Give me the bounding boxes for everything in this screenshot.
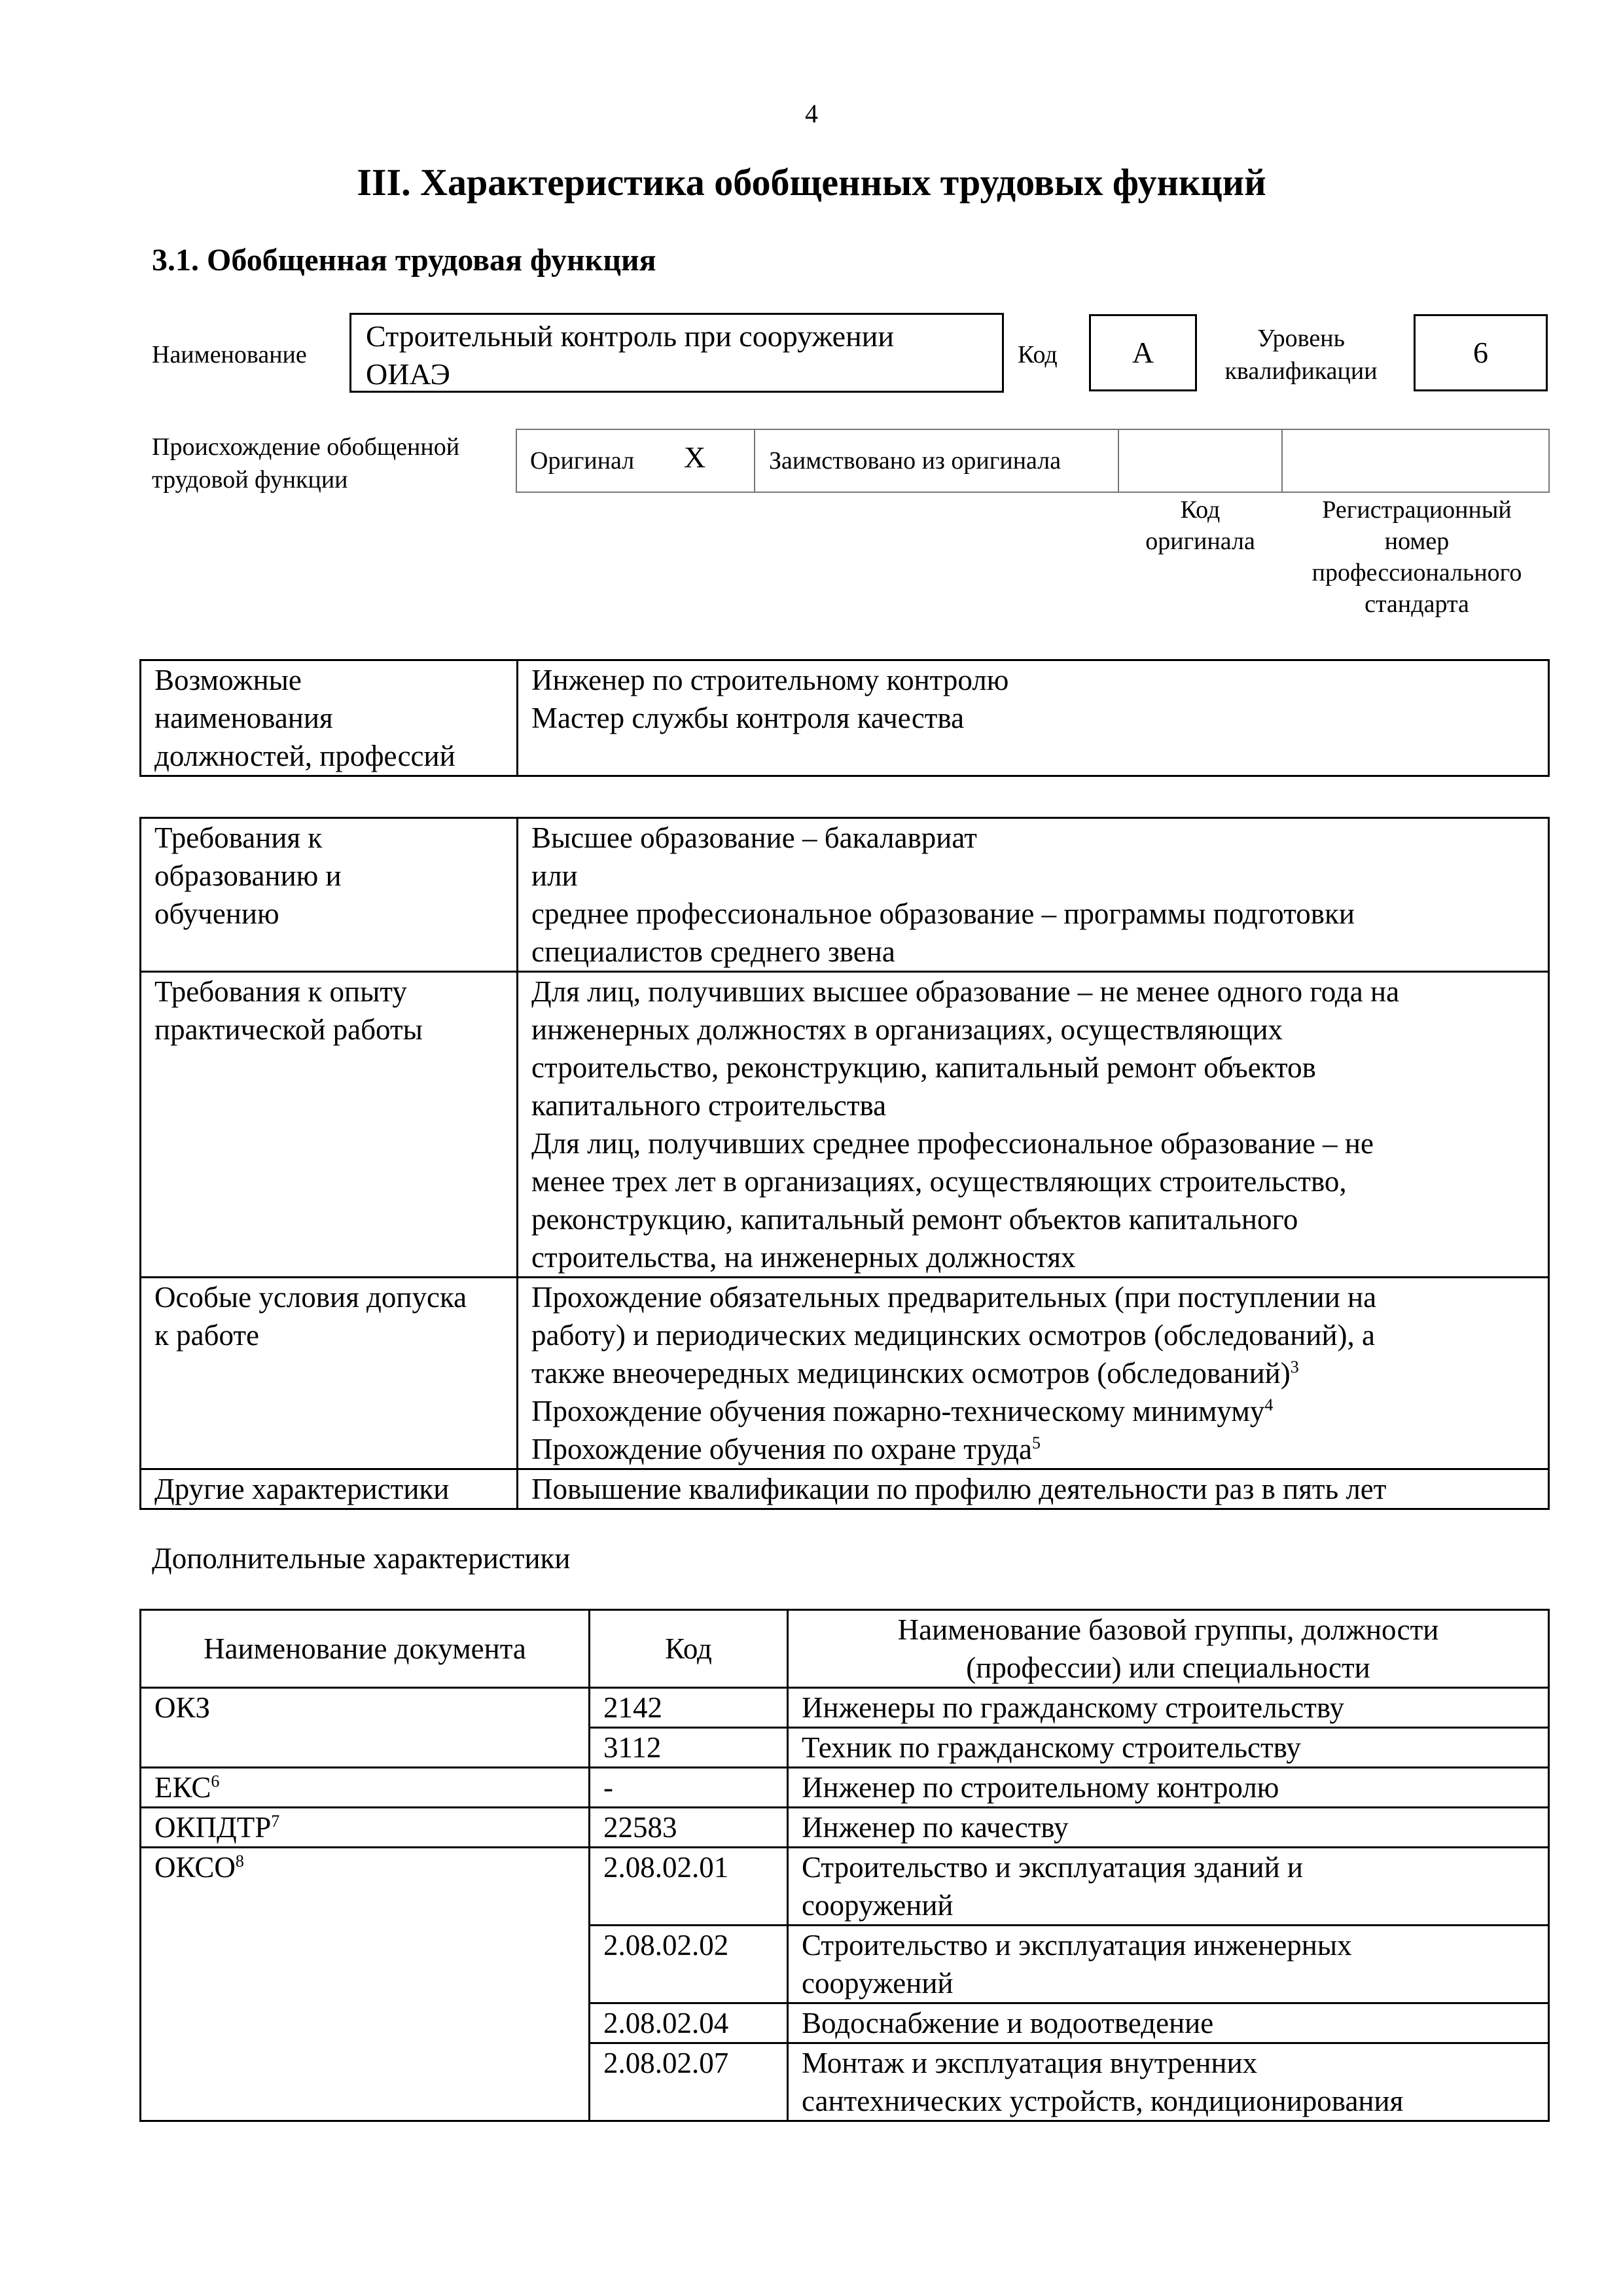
name-line: Монтаж и эксплуатация внутренних bbox=[802, 2047, 1258, 2079]
footnote-ref: 6 bbox=[211, 1772, 220, 1791]
requirement-value-cell bbox=[518, 972, 1549, 1278]
positions-table bbox=[139, 659, 1550, 777]
table-row bbox=[141, 1278, 1549, 1469]
page-title: III. Характеристика обобщенных трудовых функций bbox=[357, 161, 1266, 204]
footnote-ref: 8 bbox=[235, 1852, 244, 1871]
table-header-row bbox=[141, 1610, 1549, 1688]
value-line: Высшее образование – бакалавриат bbox=[531, 821, 977, 854]
value-text: Прохождение обучения пожарно-техническому минимуму bbox=[531, 1395, 1265, 1427]
label-line: Требования к bbox=[154, 821, 323, 854]
value-line: среднее профессиональное образование – программы подготовки bbox=[531, 897, 1355, 930]
label-line: обучению bbox=[154, 897, 279, 930]
label-line: образованию и bbox=[154, 859, 342, 892]
origin-label-line: Происхождение обобщенной bbox=[152, 433, 460, 461]
value-line: капитального строительства bbox=[531, 1089, 887, 1122]
origin-divider bbox=[1118, 429, 1119, 493]
value-text: также внеочередных медицинских осмотров (обследований) bbox=[531, 1357, 1291, 1390]
caption-line: Код bbox=[1180, 496, 1221, 524]
name-line: Строительство и эксплуатация зданий и bbox=[802, 1851, 1303, 1884]
level-label bbox=[1209, 322, 1393, 387]
table-row bbox=[141, 1688, 1549, 1728]
table-row bbox=[141, 660, 1549, 776]
doc-text: ЕКС bbox=[154, 1771, 211, 1804]
value-line: реконструкцию, капитальный ремонт объектов капитального bbox=[531, 1203, 1298, 1236]
requirement-label-cell bbox=[141, 972, 518, 1278]
caption-line: номер bbox=[1384, 528, 1450, 555]
name-cell bbox=[788, 1926, 1549, 2003]
code-cell: 2.08.02.01 bbox=[590, 1848, 788, 1926]
requirement-label-cell bbox=[141, 818, 518, 972]
additional-title: Дополнительные характеристики bbox=[152, 1542, 571, 1575]
caption-line: стандарта bbox=[1364, 590, 1469, 618]
table-row bbox=[141, 1469, 1549, 1509]
requirement-value-cell bbox=[518, 818, 1549, 972]
position-title: Инженер по строительному контролю bbox=[531, 664, 1009, 696]
caption-line: оригинала bbox=[1145, 528, 1255, 555]
value-line: или bbox=[531, 859, 578, 892]
value-line bbox=[531, 1392, 1535, 1430]
value-line bbox=[531, 1354, 1535, 1392]
column-header-code: Код bbox=[590, 1610, 788, 1688]
code-cell: 2.08.02.02 bbox=[590, 1926, 788, 2003]
footnote-ref: 5 bbox=[1031, 1433, 1041, 1452]
name-line: сооружений bbox=[802, 1889, 954, 1922]
doc-text: ОКСО bbox=[154, 1851, 236, 1884]
code-cell: 2.08.02.04 bbox=[590, 2003, 788, 2043]
doc-cell bbox=[141, 1768, 590, 1808]
doc-cell bbox=[141, 1808, 590, 1848]
positions-label-cell bbox=[141, 660, 518, 776]
doc-text: ОКПДТР bbox=[154, 1811, 272, 1844]
code-original-caption bbox=[1119, 494, 1281, 557]
code-cell: 2142 bbox=[590, 1688, 788, 1728]
code-cell: - bbox=[590, 1768, 788, 1808]
level-label-line: квалификации bbox=[1224, 357, 1378, 385]
code-value: А bbox=[1132, 336, 1154, 370]
page-number: 4 bbox=[805, 99, 818, 128]
origin-divider bbox=[1281, 429, 1283, 493]
doc-cell bbox=[141, 1848, 590, 2121]
value-line: Прохождение обязательных предварительных (при поступлении на bbox=[531, 1281, 1377, 1314]
requirement-label-cell bbox=[141, 1469, 518, 1509]
value-line: менее трех лет в организациях, осуществляющих строительство, bbox=[531, 1165, 1347, 1198]
name-line: Строительство и эксплуатация инженерных bbox=[802, 1929, 1352, 1962]
level-value: 6 bbox=[1473, 336, 1488, 370]
table-row bbox=[141, 1848, 1549, 1926]
level-value-box bbox=[1414, 314, 1548, 391]
function-name-line: Строительный контроль при сооружении bbox=[366, 319, 894, 353]
value-line: строительство, реконструкцию, капитальный ремонт объектов bbox=[531, 1051, 1316, 1084]
doc-cell: ОКЗ bbox=[141, 1688, 590, 1768]
code-cell: 22583 bbox=[590, 1808, 788, 1848]
label-line: к работе bbox=[154, 1319, 260, 1352]
name-cell bbox=[788, 1848, 1549, 1926]
function-name-line: ОИАЭ bbox=[366, 357, 450, 391]
name-cell: Инженер по качеству bbox=[788, 1808, 1549, 1848]
value-line: работу) и периодических медицинских осмотров (обследований), а bbox=[531, 1319, 1375, 1352]
additional-table bbox=[139, 1609, 1550, 2122]
column-header-name bbox=[788, 1610, 1549, 1688]
name-cell bbox=[788, 2043, 1549, 2121]
name-cell bbox=[788, 2003, 1549, 2043]
value-line: Повышение квалификации по профилю деятельности раз в пять лет bbox=[531, 1473, 1387, 1505]
requirement-label-cell bbox=[141, 1278, 518, 1469]
code-cell: 3112 bbox=[590, 1728, 788, 1768]
origin-divider bbox=[754, 429, 755, 493]
code-label: Код bbox=[1018, 341, 1058, 368]
name-line: Водоснабжение и водоотведение bbox=[802, 2007, 1214, 2039]
positions-value-cell bbox=[518, 660, 1549, 776]
name-label: Наименование bbox=[152, 341, 307, 368]
footnote-ref: 3 bbox=[1290, 1357, 1299, 1376]
section-title: 3.1. Обобщенная трудовая функция bbox=[152, 243, 656, 278]
value-line: инженерных должностях в организациях, осуществляющих bbox=[531, 1013, 1283, 1046]
table-row bbox=[141, 972, 1549, 1278]
table-row bbox=[141, 1808, 1549, 1848]
name-cell: Инженер по строительному контролю bbox=[788, 1768, 1549, 1808]
label-line: наименования bbox=[154, 702, 333, 734]
label-line: должностей, профессий bbox=[154, 740, 455, 772]
reg-number-caption bbox=[1283, 494, 1551, 620]
value-line: строительства, на инженерных должностях bbox=[531, 1241, 1076, 1274]
requirement-value-cell bbox=[518, 1469, 1549, 1509]
requirement-value-cell bbox=[518, 1278, 1549, 1469]
requirements-table bbox=[139, 817, 1550, 1510]
caption-line: профессионального bbox=[1311, 559, 1522, 586]
column-header-doc: Наименование документа bbox=[141, 1610, 590, 1688]
original-label: Оригинал bbox=[530, 447, 635, 475]
label-line: Особые условия допуска bbox=[154, 1281, 467, 1314]
origin-label bbox=[152, 431, 459, 496]
label-line: Требования к опыту bbox=[154, 975, 407, 1008]
footnote-ref: 7 bbox=[271, 1812, 280, 1831]
header-line: (профессии) или специальности bbox=[966, 1651, 1370, 1684]
label-line: практической работы bbox=[154, 1013, 423, 1046]
value-line bbox=[531, 1430, 1535, 1468]
level-label-line: Уровень bbox=[1257, 325, 1345, 352]
original-mark: Х bbox=[684, 440, 706, 474]
value-text: Прохождение обучения по охране труда bbox=[531, 1433, 1032, 1465]
borrowed-label: Заимствовано из оригинала bbox=[769, 447, 1061, 475]
table-row bbox=[141, 818, 1549, 972]
origin-label-line: трудовой функции bbox=[152, 466, 348, 493]
name-line: сооружений bbox=[802, 1967, 954, 2000]
table-row bbox=[141, 1768, 1549, 1808]
code-cell: 2.08.02.07 bbox=[590, 2043, 788, 2121]
name-cell: Инженеры по гражданскому строительству bbox=[788, 1688, 1549, 1728]
value-line: Для лиц, получивших высшее образование – не менее одного года на bbox=[531, 975, 1400, 1008]
label-line: Возможные bbox=[154, 664, 302, 696]
position-title: Мастер службы контроля качества bbox=[531, 702, 965, 734]
name-cell: Техник по гражданскому строительству bbox=[788, 1728, 1549, 1768]
label-line: Другие характеристики bbox=[154, 1473, 450, 1505]
value-line: Для лиц, получивших среднее профессиональное образование – не bbox=[531, 1127, 1374, 1160]
code-value-box bbox=[1089, 314, 1197, 391]
header-line: Наименование базовой группы, должности bbox=[897, 1613, 1439, 1646]
function-name-box bbox=[349, 313, 1004, 393]
name-line: сантехнических устройств, кондиционирования bbox=[802, 2085, 1404, 2117]
footnote-ref: 4 bbox=[1264, 1395, 1274, 1414]
value-line: специалистов среднего звена bbox=[531, 935, 895, 968]
caption-line: Регистрационный bbox=[1322, 496, 1512, 524]
